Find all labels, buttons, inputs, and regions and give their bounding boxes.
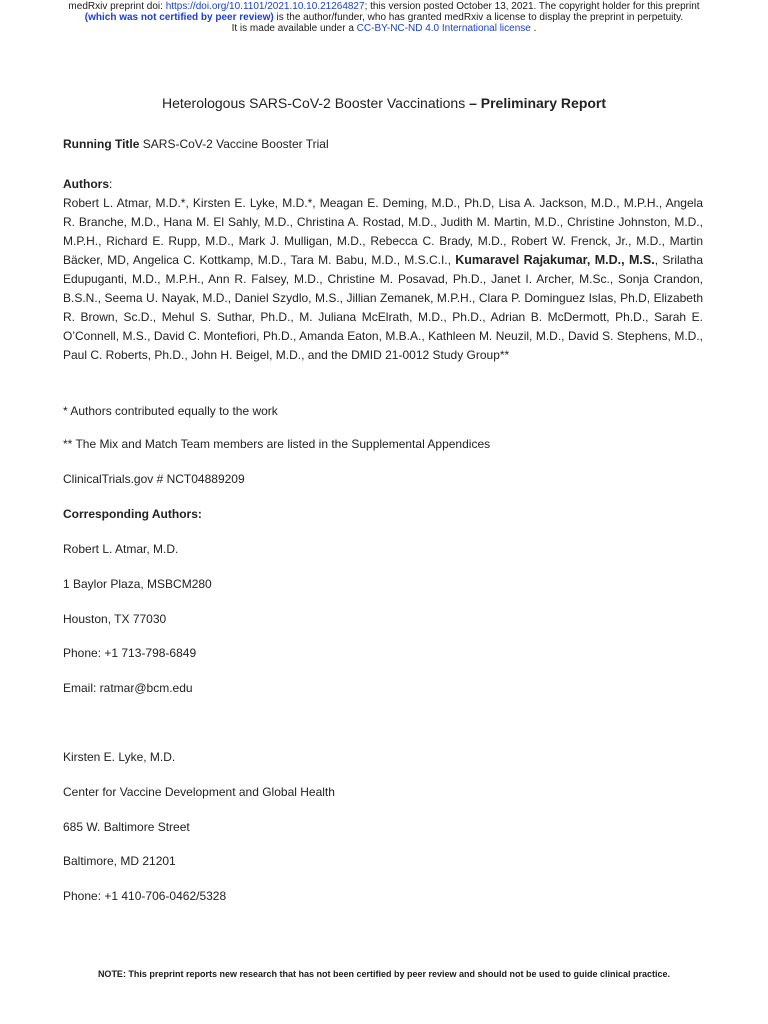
banner-period: . [530,23,537,34]
authors-label: Authors [63,177,109,191]
author-list [63,194,703,365]
banner-available-text: It is made available under a [231,23,357,34]
trial-registration: ClinicalTrials.gov # NCT04889209 [63,472,245,486]
author1-address-line-2: Houston, TX 77030 [63,612,167,626]
banner-line-2 [0,12,768,23]
banner-peer-review-text: (which was not certified by peer review) [84,12,274,23]
doi-link[interactable]: https://doi.org/10.1101/2021.10.10.21264827 [165,1,365,12]
author2-phone: Phone: +1 410-706-0462/5328 [63,889,227,903]
authors-colon: : [109,177,113,191]
author2-name: Kirsten E. Lyke, M.D. [63,750,176,764]
author1-address-line-1: 1 Baylor Plaza, MSBCM280 [63,577,212,591]
author-list-part-2: , Srilatha Edupuganti, M.D., M.P.H., Ann R. Falsey, M.D., Christine M. Posavad, Ph.D., Janet I. Archer, M.Sc., Sonja Crandon, B.S.N., Seema U. Nayak, M.D., Daniel Szydlo, M.S., Jillian Zemanek, M.P.H., Clara P. Dominguez Islas, Ph.D, Elizabeth R. Brown, Sc.D., Mehul S. Suthar, Ph.D., M. Juliana McElrath, M.D., Ph.D., Adrian B. McDermott, Ph.D., Sarah E. O’Connell, M.S., David C. Montefiori, Ph.D., Amanda Eaton, M.B.A., Kathleen M. Neuzil, M.D., David S. Stephens, M.D., Paul C. Roberts, Ph.D., John H. Beigel, M.D., and the DMID 21-0012 Study Group** [63,253,704,362]
banner-license-text: is the author/funder, who has granted medRxiv a license to display the preprint in perpetuity. [273,12,684,23]
paper-title [0,95,768,111]
author1-email: Email: ratmar@bcm.edu [63,681,193,695]
banner-copyright-text: ; this version posted October 13, 2021. The copyright holder for this preprint [364,1,700,12]
paper-title-sub: – Preliminary Report [465,95,607,111]
paper-title-main: Heterologous SARS-CoV-2 Booster Vaccinations [161,95,466,111]
corresponding-heading: Corresponding Authors: [63,507,202,521]
running-title-label: Running Title [63,137,140,151]
author2-address-line-2: Baltimore, MD 21201 [63,854,176,868]
author1-name: Robert L. Atmar, M.D. [63,542,179,556]
banner-line-3 [0,23,768,34]
banner-doi-label: medRxiv preprint doi: [68,1,166,12]
preprint-footer-note: NOTE: This preprint reports new research that has not been certified by peer review and should not be used to guide clinical practice. [97,969,671,979]
author1-phone: Phone: +1 713-798-6849 [63,646,197,660]
banner-line-1 [0,1,768,12]
preprint-banner [0,1,768,34]
license-link[interactable]: CC-BY-NC-ND 4.0 International license [356,23,531,34]
running-title [63,135,703,154]
equal-contribution-note: * Authors contributed equally to the work [63,404,278,418]
mix-match-note: ** The Mix and Match Team members are listed in the Supplemental Appendices [63,437,491,451]
authors-heading [63,175,703,194]
author-highlighted: Kumaravel Rajakumar, M.D., M.S. [455,253,655,267]
running-title-value: SARS-CoV-2 Vaccine Booster Trial [139,137,329,151]
author-list-part-1: Robert L. Atmar, M.D.*, Kirsten E. Lyke, M.D.*, Meagan E. Deming, M.D., Ph.D, Lisa A. Jackson, M.D., M.P.H., Angela R. Branche, M.D., Hana M. El Sahly, M.D., Christina A. Rostad, M.D., Judith M. Martin, M.D., Christine Johnston, M.D., M.P.H., Richard E. Rupp, M.D., Mark J. Mulligan, M.D., Rebecca C. Brady, M.D., Robert W. Frenck, Jr., M.D., Martin Bäcker, MD, Angelica C. Kottkamp, M.D., Tara M. Babu, M.D., M.S.C.I., [63,196,703,267]
author2-address-line-1: 685 W. Baltimore Street [63,820,190,834]
author2-organization: Center for Vaccine Development and Global Health [63,785,335,799]
